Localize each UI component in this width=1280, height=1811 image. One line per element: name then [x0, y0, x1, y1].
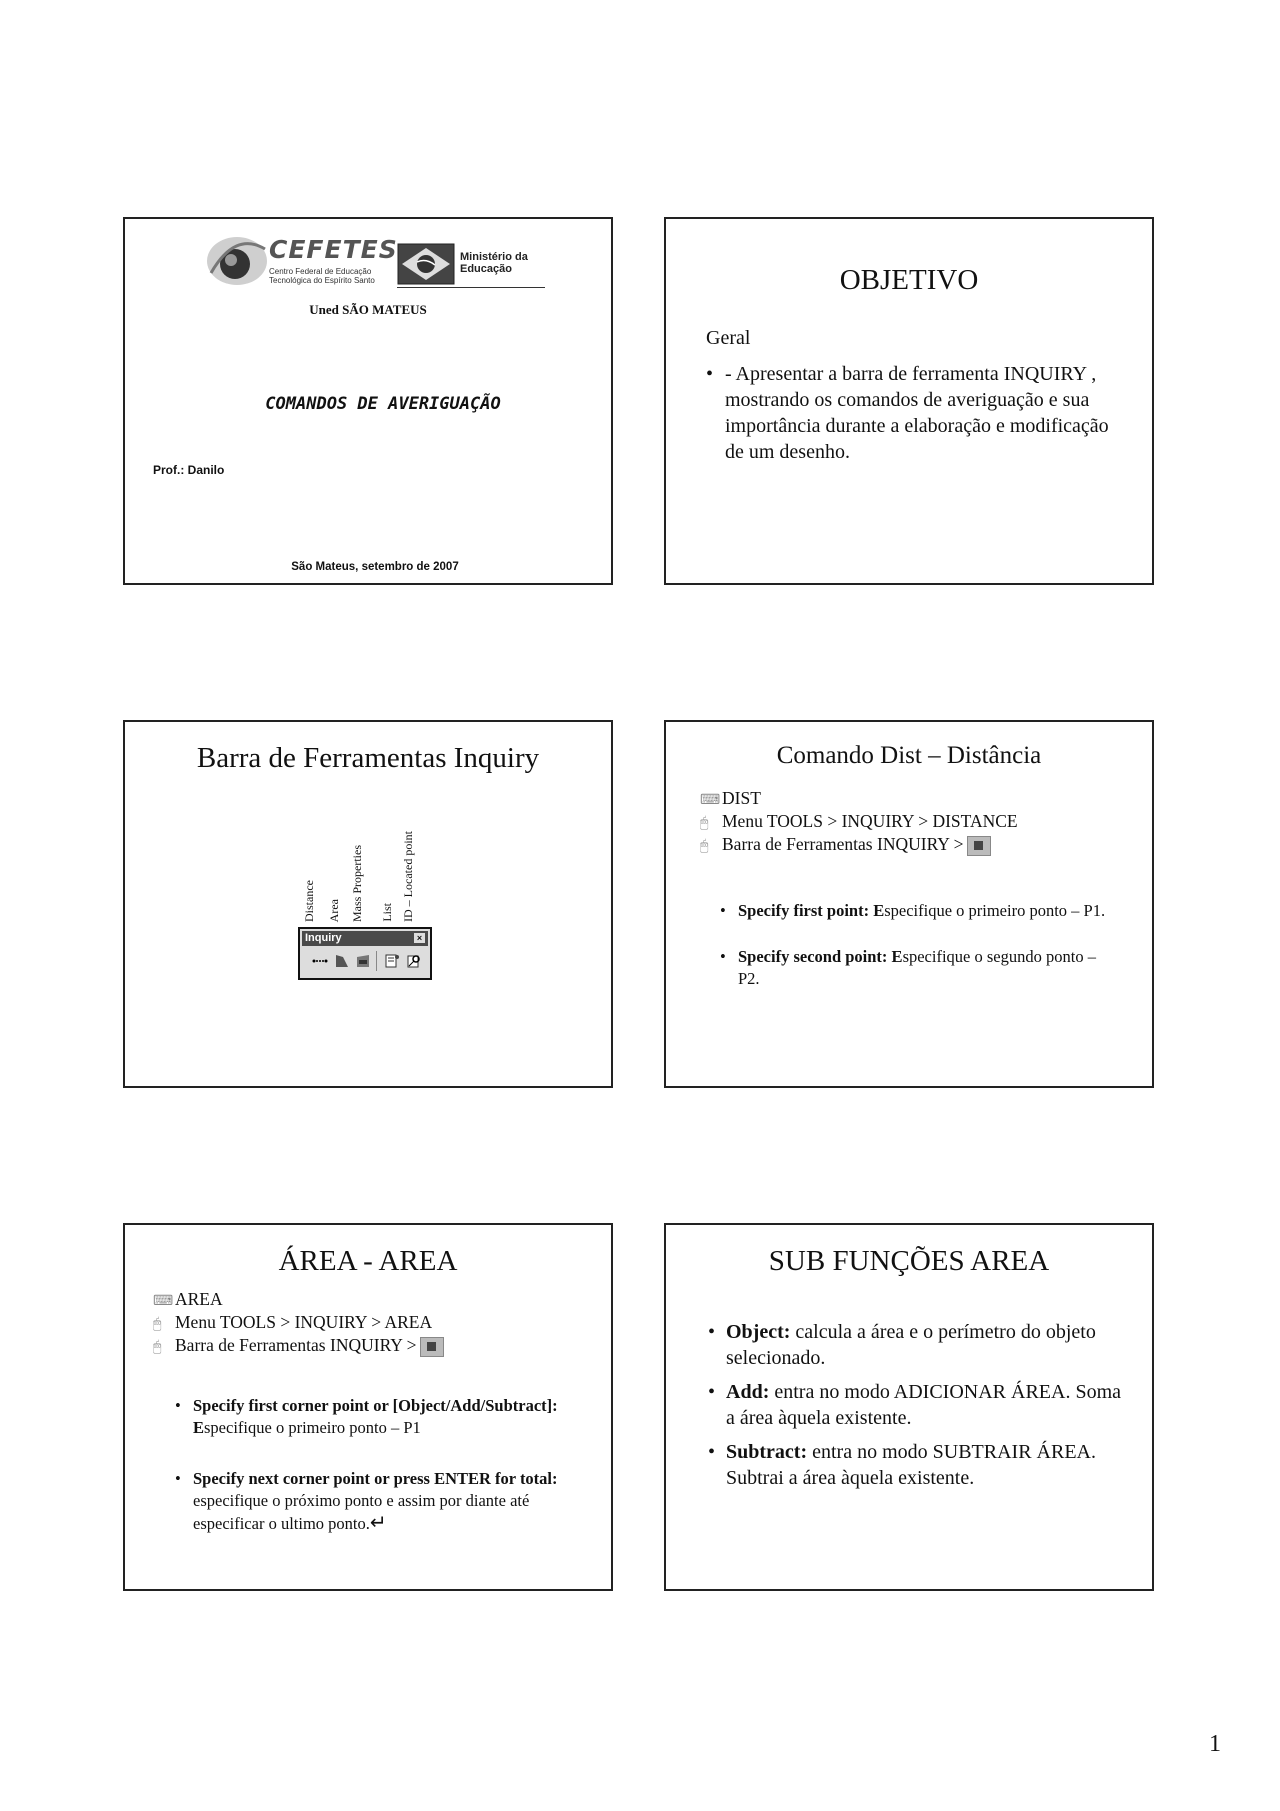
label-mass-properties: Mass Properties — [350, 845, 364, 922]
slide-toolbar-inquiry — [123, 720, 613, 1088]
cefetes-subtitle: Centro Federal de Educação Tecnológica do Espírito Santo — [269, 267, 375, 285]
mouse-icon: 🖱 — [153, 1340, 162, 1355]
toolbar-line — [153, 1335, 444, 1357]
slide-objetivo — [664, 217, 1154, 585]
mouse-icon: 🖱 — [700, 816, 709, 831]
menu-path: Menu TOOLS > INQUIRY > AREA — [175, 1312, 433, 1332]
keyboard-icon: ⌨ — [153, 1294, 174, 1309]
command-text: DIST — [722, 788, 761, 808]
item-desc: entra no modo SUBTRAIR ÁREA. Subtrai a área àquela existente. — [726, 1441, 1096, 1489]
list-item — [175, 1468, 585, 1535]
item-term: Subtract: — [726, 1441, 808, 1463]
bullet-icon: • — [708, 1381, 716, 1403]
list-item — [708, 1379, 1128, 1431]
place-date: São Mateus, setembro de 2007 — [291, 561, 459, 573]
list-item — [708, 1319, 1128, 1371]
label-list: List — [380, 903, 394, 922]
slide-area — [123, 1223, 613, 1591]
bullet-text: - Apresentar a barra de ferramenta INQUIRY , mostrando os comandos de averiguação e sua importância durante a elaboração e modificação de um desenho. — [725, 363, 1109, 463]
slide-title — [123, 217, 613, 585]
bullet-icon: • — [708, 1441, 716, 1463]
slide-title: Comando Dist – Distância — [776, 742, 1042, 769]
slide-title: SUB FUNÇÕES AREA — [768, 1245, 1050, 1277]
mouse-icon: 🖱 — [153, 1317, 162, 1332]
keyboard-icon: ⌨ — [700, 793, 721, 808]
prompt-text: specifique o primeiro ponto – P1 — [204, 1418, 421, 1437]
mass-properties-icon[interactable] — [355, 953, 371, 968]
item-desc: entra no modo ADICIONAR ÁREA. Soma a área àquela existente. — [726, 1381, 1121, 1429]
toolbar-line — [700, 834, 991, 856]
cefetes-wordmark: CEFETES — [269, 235, 398, 264]
list-item — [720, 900, 1120, 922]
prompt-bold: Specify first corner point or [Object/Add/Subtract]: E — [193, 1396, 558, 1437]
item-term: Object: — [726, 1321, 791, 1343]
label-area: Area — [327, 898, 341, 922]
close-icon[interactable]: × — [414, 933, 425, 943]
section-heading: Geral — [706, 327, 751, 349]
list-item — [708, 1439, 1128, 1491]
toolbar-titlebar — [302, 931, 428, 946]
label-distance: Distance — [302, 880, 316, 922]
menu-line — [700, 811, 1018, 832]
bullet-icon: • — [720, 947, 726, 966]
bullet-icon: • — [706, 363, 714, 385]
uned-label: Uned SÃO MATEUS — [309, 302, 427, 317]
command-line — [700, 788, 761, 809]
list-item — [720, 946, 1120, 990]
slide-sub-funcoes — [664, 1223, 1154, 1591]
prompt-bold: Specify second point: E — [738, 947, 903, 966]
item-term: Add: — [726, 1381, 770, 1403]
prompt-text: specifique o segundo ponto – P2. — [738, 947, 1096, 988]
bullet-icon: • — [175, 1396, 181, 1415]
inquiry-toolbar — [298, 927, 432, 980]
ministerio-wordmark: Ministério da Educação — [460, 251, 528, 275]
menu-line — [153, 1312, 432, 1333]
bullet-icon: • — [720, 901, 726, 920]
cefetes-logo-icon — [205, 233, 267, 289]
slide-title: ÁREA - AREA — [278, 1245, 458, 1277]
distance-icon[interactable] — [312, 953, 328, 968]
bullet-icon: • — [708, 1321, 716, 1343]
distance-button-icon — [967, 836, 991, 856]
toolbar-labels — [300, 810, 420, 922]
area-button-icon — [420, 1337, 444, 1357]
enter-key-icon: ↵ — [369, 1512, 387, 1534]
prompt-bold: Specify first point: E — [738, 901, 885, 920]
bullet-icon: • — [175, 1469, 181, 1488]
brazil-flag-icon — [397, 243, 455, 285]
ministerio-underline — [397, 287, 545, 288]
area-icon[interactable] — [334, 953, 350, 968]
toolbar-path: Barra de Ferramentas INQUIRY > — [722, 834, 964, 854]
prompt-text: specifique o primeiro ponto – P1. — [884, 901, 1106, 920]
slide-title: Barra de Ferramentas Inquiry — [196, 742, 540, 774]
item-desc: calcula a área e o perímetro do objeto selecionado. — [726, 1321, 1096, 1369]
prompt-text: especifique o próximo ponto e assim por diante até especificar o ultimo ponto. — [193, 1491, 530, 1533]
presentation-title: COMANDOS DE AVERIGUAÇÃO — [265, 394, 501, 414]
header-logos — [205, 233, 545, 289]
command-line — [153, 1289, 223, 1310]
label-id-point: ID – Located point — [401, 831, 415, 922]
subfunction-list — [708, 1319, 1128, 1499]
list-icon[interactable] — [384, 953, 400, 968]
page-number: 1 — [1209, 1731, 1221, 1757]
slide-dist — [664, 720, 1154, 1088]
list-item — [706, 361, 1126, 465]
list-item — [175, 1395, 585, 1439]
toolbar-buttons — [308, 951, 428, 973]
toolbar-title: Inquiry — [305, 932, 342, 944]
slide-title: OBJETIVO — [839, 264, 979, 296]
mouse-icon: 🖱 — [700, 839, 709, 854]
toolbar-path: Barra de Ferramentas INQUIRY > — [175, 1335, 417, 1355]
prompt-bold: Specify next corner point or press ENTER for total: — [193, 1469, 558, 1488]
menu-path: Menu TOOLS > INQUIRY > DISTANCE — [722, 811, 1018, 831]
command-text: AREA — [175, 1289, 223, 1309]
toolbar-divider — [376, 951, 377, 971]
id-point-icon[interactable] — [406, 953, 422, 968]
professor-label: Prof.: Danilo — [153, 463, 225, 477]
